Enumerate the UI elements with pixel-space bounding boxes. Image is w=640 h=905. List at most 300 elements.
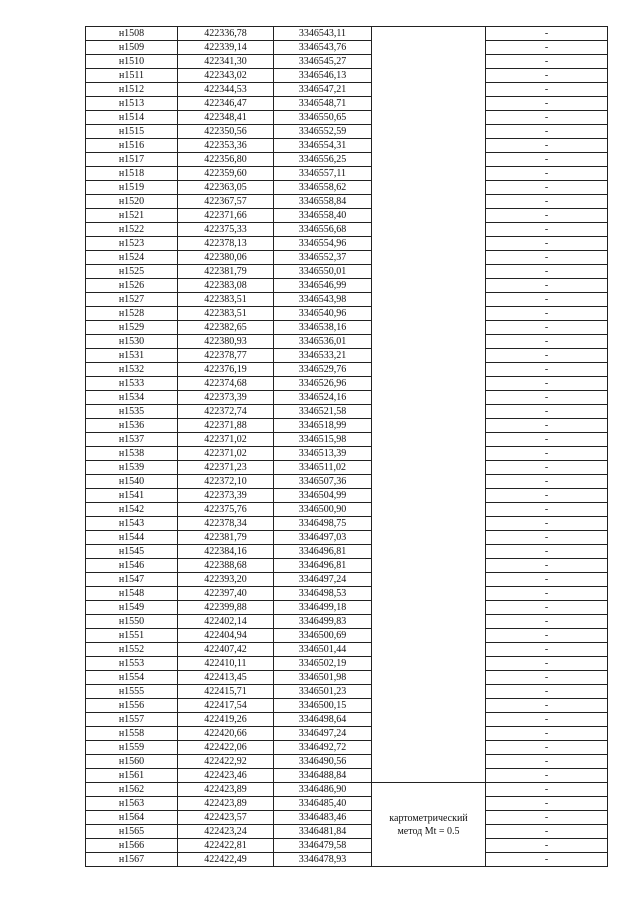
y-coordinate-cell: 3346483,46 <box>274 811 372 825</box>
point-id-cell: н1548 <box>86 587 178 601</box>
point-id-cell: н1551 <box>86 629 178 643</box>
point-id-cell: н1534 <box>86 391 178 405</box>
point-id-cell: н1525 <box>86 265 178 279</box>
point-id-cell: н1559 <box>86 741 178 755</box>
point-id-cell: н1508 <box>86 27 178 41</box>
y-coordinate-cell: 3346488,84 <box>274 769 372 783</box>
point-id-cell: н1563 <box>86 797 178 811</box>
table-row <box>86 853 608 867</box>
table-row <box>86 839 608 853</box>
coordinates-table <box>85 26 608 867</box>
point-id-cell: н1511 <box>86 69 178 83</box>
description-cell: - <box>486 587 608 601</box>
y-coordinate-cell: 3346507,36 <box>274 475 372 489</box>
table-row <box>86 195 608 209</box>
y-coordinate-cell: 3346500,69 <box>274 629 372 643</box>
point-id-cell: н1554 <box>86 671 178 685</box>
y-coordinate-cell: 3346501,44 <box>274 643 372 657</box>
point-id-cell: н1527 <box>86 293 178 307</box>
point-id-cell: н1565 <box>86 825 178 839</box>
y-coordinate-cell: 3346552,37 <box>274 251 372 265</box>
table-row <box>86 97 608 111</box>
y-coordinate-cell: 3346478,93 <box>274 853 372 867</box>
point-id-cell: н1532 <box>86 363 178 377</box>
x-coordinate-cell: 422363,05 <box>178 181 274 195</box>
x-coordinate-cell: 422375,33 <box>178 223 274 237</box>
x-coordinate-cell: 422380,93 <box>178 335 274 349</box>
description-cell: - <box>486 671 608 685</box>
description-cell: - <box>486 69 608 83</box>
description-cell: - <box>486 531 608 545</box>
description-cell: - <box>486 209 608 223</box>
y-coordinate-cell: 3346502,19 <box>274 657 372 671</box>
table-row <box>86 139 608 153</box>
table-row <box>86 741 608 755</box>
table-row <box>86 629 608 643</box>
description-cell: - <box>486 223 608 237</box>
description-cell: - <box>486 489 608 503</box>
table-row <box>86 769 608 783</box>
y-coordinate-cell: 3346499,83 <box>274 615 372 629</box>
description-cell: - <box>486 657 608 671</box>
point-id-cell: н1513 <box>86 97 178 111</box>
description-cell: - <box>486 251 608 265</box>
x-coordinate-cell: 422423,46 <box>178 769 274 783</box>
point-id-cell: н1515 <box>86 125 178 139</box>
description-cell: - <box>486 97 608 111</box>
point-id-cell: н1541 <box>86 489 178 503</box>
x-coordinate-cell: 422371,02 <box>178 433 274 447</box>
x-coordinate-cell: 422378,13 <box>178 237 274 251</box>
y-coordinate-cell: 3346501,23 <box>274 685 372 699</box>
table-row <box>86 559 608 573</box>
table-row <box>86 811 608 825</box>
table-row <box>86 797 608 811</box>
description-cell: - <box>486 811 608 825</box>
description-cell: - <box>486 27 608 41</box>
point-id-cell: н1516 <box>86 139 178 153</box>
table-row <box>86 727 608 741</box>
x-coordinate-cell: 422380,06 <box>178 251 274 265</box>
description-cell: - <box>486 545 608 559</box>
x-coordinate-cell: 422399,88 <box>178 601 274 615</box>
point-id-cell: н1512 <box>86 83 178 97</box>
description-cell: - <box>486 111 608 125</box>
y-coordinate-cell: 3346498,64 <box>274 713 372 727</box>
table-row <box>86 181 608 195</box>
table-row <box>86 27 608 41</box>
table-row <box>86 279 608 293</box>
y-coordinate-cell: 3346538,16 <box>274 321 372 335</box>
point-id-cell: н1509 <box>86 41 178 55</box>
table-row <box>86 223 608 237</box>
x-coordinate-cell: 422420,66 <box>178 727 274 741</box>
point-id-cell: н1558 <box>86 727 178 741</box>
y-coordinate-cell: 3346546,99 <box>274 279 372 293</box>
description-cell: - <box>486 853 608 867</box>
description-cell: - <box>486 433 608 447</box>
table-row <box>86 363 608 377</box>
x-coordinate-cell: 422348,41 <box>178 111 274 125</box>
table-row <box>86 573 608 587</box>
point-id-cell: н1567 <box>86 853 178 867</box>
table-row <box>86 825 608 839</box>
table-row <box>86 587 608 601</box>
point-id-cell: н1514 <box>86 111 178 125</box>
point-id-cell: н1533 <box>86 377 178 391</box>
y-coordinate-cell: 3346550,01 <box>274 265 372 279</box>
description-cell: - <box>486 83 608 97</box>
y-coordinate-cell: 3346554,96 <box>274 237 372 251</box>
description-cell: - <box>486 195 608 209</box>
x-coordinate-cell: 422383,08 <box>178 279 274 293</box>
x-coordinate-cell: 422373,39 <box>178 489 274 503</box>
x-coordinate-cell: 422381,79 <box>178 531 274 545</box>
table-row <box>86 349 608 363</box>
x-coordinate-cell: 422407,42 <box>178 643 274 657</box>
y-coordinate-cell: 3346554,31 <box>274 139 372 153</box>
description-cell: - <box>486 615 608 629</box>
description-cell: - <box>486 769 608 783</box>
table-row <box>86 83 608 97</box>
table-row <box>86 405 608 419</box>
description-cell: - <box>486 839 608 853</box>
y-coordinate-cell: 3346518,99 <box>274 419 372 433</box>
y-coordinate-cell: 3346543,76 <box>274 41 372 55</box>
x-coordinate-cell: 422383,51 <box>178 293 274 307</box>
x-coordinate-cell: 422422,92 <box>178 755 274 769</box>
point-id-cell: н1544 <box>86 531 178 545</box>
y-coordinate-cell: 3346543,11 <box>274 27 372 41</box>
y-coordinate-cell: 3346486,90 <box>274 783 372 797</box>
x-coordinate-cell: 422371,02 <box>178 447 274 461</box>
y-coordinate-cell: 3346485,40 <box>274 797 372 811</box>
description-cell: - <box>486 755 608 769</box>
table-row <box>86 475 608 489</box>
description-cell: - <box>486 419 608 433</box>
x-coordinate-cell: 422356,80 <box>178 153 274 167</box>
point-id-cell: н1520 <box>86 195 178 209</box>
x-coordinate-cell: 422339,14 <box>178 41 274 55</box>
table-row <box>86 335 608 349</box>
description-cell: - <box>486 741 608 755</box>
x-coordinate-cell: 422417,54 <box>178 699 274 713</box>
x-coordinate-cell: 422381,79 <box>178 265 274 279</box>
x-coordinate-cell: 422372,74 <box>178 405 274 419</box>
y-coordinate-cell: 3346557,11 <box>274 167 372 181</box>
description-cell: - <box>486 713 608 727</box>
x-coordinate-cell: 422344,53 <box>178 83 274 97</box>
description-cell: - <box>486 279 608 293</box>
x-coordinate-cell: 422375,76 <box>178 503 274 517</box>
x-coordinate-cell: 422422,06 <box>178 741 274 755</box>
y-coordinate-cell: 3346556,25 <box>274 153 372 167</box>
x-coordinate-cell: 422367,57 <box>178 195 274 209</box>
x-coordinate-cell: 422378,77 <box>178 349 274 363</box>
point-id-cell: н1545 <box>86 545 178 559</box>
point-id-cell: н1542 <box>86 503 178 517</box>
point-id-cell: н1557 <box>86 713 178 727</box>
x-coordinate-cell: 422410,11 <box>178 657 274 671</box>
y-coordinate-cell: 3346515,98 <box>274 433 372 447</box>
x-coordinate-cell: 422373,39 <box>178 391 274 405</box>
y-coordinate-cell: 3346496,81 <box>274 545 372 559</box>
point-id-cell: н1519 <box>86 181 178 195</box>
description-cell: - <box>486 237 608 251</box>
y-coordinate-cell: 3346499,18 <box>274 601 372 615</box>
method-text-line: метод Mt = 0.5 <box>397 825 460 837</box>
point-id-cell: н1538 <box>86 447 178 461</box>
description-cell: - <box>486 643 608 657</box>
y-coordinate-cell: 3346497,24 <box>274 573 372 587</box>
method-cell <box>372 783 486 867</box>
description-cell: - <box>486 321 608 335</box>
description-cell: - <box>486 125 608 139</box>
table-row <box>86 111 608 125</box>
table-row <box>86 531 608 545</box>
table-row <box>86 293 608 307</box>
point-id-cell: н1522 <box>86 223 178 237</box>
y-coordinate-cell: 3346533,21 <box>274 349 372 363</box>
x-coordinate-cell: 422378,34 <box>178 517 274 531</box>
y-coordinate-cell: 3346513,39 <box>274 447 372 461</box>
description-cell: - <box>486 825 608 839</box>
x-coordinate-cell: 422423,89 <box>178 783 274 797</box>
point-id-cell: н1566 <box>86 839 178 853</box>
y-coordinate-cell: 3346497,24 <box>274 727 372 741</box>
point-id-cell: н1553 <box>86 657 178 671</box>
point-id-cell: н1552 <box>86 643 178 657</box>
table-row <box>86 209 608 223</box>
point-id-cell: н1555 <box>86 685 178 699</box>
y-coordinate-cell: 3346529,76 <box>274 363 372 377</box>
x-coordinate-cell: 422346,47 <box>178 97 274 111</box>
description-cell: - <box>486 447 608 461</box>
point-id-cell: н1539 <box>86 461 178 475</box>
table-row <box>86 517 608 531</box>
point-id-cell: н1549 <box>86 601 178 615</box>
x-coordinate-cell: 422353,36 <box>178 139 274 153</box>
x-coordinate-cell: 422350,56 <box>178 125 274 139</box>
y-coordinate-cell: 3346498,75 <box>274 517 372 531</box>
point-id-cell: н1550 <box>86 615 178 629</box>
description-cell: - <box>486 265 608 279</box>
table-row <box>86 321 608 335</box>
point-id-cell: н1561 <box>86 769 178 783</box>
table-row <box>86 167 608 181</box>
description-cell: - <box>486 503 608 517</box>
description-cell: - <box>486 797 608 811</box>
y-coordinate-cell: 3346558,40 <box>274 209 372 223</box>
point-id-cell: н1535 <box>86 405 178 419</box>
point-id-cell: н1562 <box>86 783 178 797</box>
x-coordinate-cell: 422419,26 <box>178 713 274 727</box>
table-row <box>86 601 608 615</box>
table-row <box>86 713 608 727</box>
description-cell: - <box>486 377 608 391</box>
x-coordinate-cell: 422371,66 <box>178 209 274 223</box>
coordinates-sheet <box>85 26 607 867</box>
table-row <box>86 251 608 265</box>
description-cell: - <box>486 629 608 643</box>
x-coordinate-cell: 422384,16 <box>178 545 274 559</box>
description-cell: - <box>486 601 608 615</box>
description-cell: - <box>486 307 608 321</box>
description-cell: - <box>486 363 608 377</box>
table-row <box>86 419 608 433</box>
y-coordinate-cell: 3346501,98 <box>274 671 372 685</box>
description-cell: - <box>486 405 608 419</box>
point-id-cell: н1556 <box>86 699 178 713</box>
method-cell-empty <box>372 27 486 783</box>
x-coordinate-cell: 422383,51 <box>178 307 274 321</box>
point-id-cell: н1523 <box>86 237 178 251</box>
y-coordinate-cell: 3346543,98 <box>274 293 372 307</box>
x-coordinate-cell: 422376,19 <box>178 363 274 377</box>
x-coordinate-cell: 422393,20 <box>178 573 274 587</box>
description-cell: - <box>486 685 608 699</box>
point-id-cell: н1517 <box>86 153 178 167</box>
x-coordinate-cell: 422422,81 <box>178 839 274 853</box>
y-coordinate-cell: 3346498,53 <box>274 587 372 601</box>
method-text-line: картометрический <box>389 812 468 824</box>
point-id-cell: н1543 <box>86 517 178 531</box>
table-row <box>86 503 608 517</box>
y-coordinate-cell: 3346504,99 <box>274 489 372 503</box>
point-id-cell: н1540 <box>86 475 178 489</box>
point-id-cell: н1547 <box>86 573 178 587</box>
x-coordinate-cell: 422382,65 <box>178 321 274 335</box>
x-coordinate-cell: 422402,14 <box>178 615 274 629</box>
x-coordinate-cell: 422343,02 <box>178 69 274 83</box>
x-coordinate-cell: 422404,94 <box>178 629 274 643</box>
y-coordinate-cell: 3346492,72 <box>274 741 372 755</box>
description-cell: - <box>486 461 608 475</box>
table-row <box>86 657 608 671</box>
description-cell: - <box>486 139 608 153</box>
y-coordinate-cell: 3346511,02 <box>274 461 372 475</box>
x-coordinate-cell: 422397,40 <box>178 587 274 601</box>
y-coordinate-cell: 3346558,62 <box>274 181 372 195</box>
table-row <box>86 265 608 279</box>
table-row <box>86 307 608 321</box>
table-row <box>86 671 608 685</box>
table-row <box>86 153 608 167</box>
x-coordinate-cell: 422423,89 <box>178 797 274 811</box>
description-cell: - <box>486 559 608 573</box>
point-id-cell: н1530 <box>86 335 178 349</box>
y-coordinate-cell: 3346497,03 <box>274 531 372 545</box>
table-row <box>86 685 608 699</box>
y-coordinate-cell: 3346496,81 <box>274 559 372 573</box>
point-id-cell: н1524 <box>86 251 178 265</box>
description-cell: - <box>486 699 608 713</box>
y-coordinate-cell: 3346481,84 <box>274 825 372 839</box>
x-coordinate-cell: 422336,78 <box>178 27 274 41</box>
description-cell: - <box>486 55 608 69</box>
point-id-cell: н1521 <box>86 209 178 223</box>
description-cell: - <box>486 573 608 587</box>
table-row <box>86 237 608 251</box>
x-coordinate-cell: 422423,24 <box>178 825 274 839</box>
table-row <box>86 447 608 461</box>
description-cell: - <box>486 391 608 405</box>
description-cell: - <box>486 181 608 195</box>
table-row <box>86 377 608 391</box>
table-row <box>86 755 608 769</box>
table-row <box>86 545 608 559</box>
x-coordinate-cell: 422359,60 <box>178 167 274 181</box>
point-id-cell: н1531 <box>86 349 178 363</box>
table-row <box>86 643 608 657</box>
y-coordinate-cell: 3346536,01 <box>274 335 372 349</box>
x-coordinate-cell: 422371,88 <box>178 419 274 433</box>
point-id-cell: н1537 <box>86 433 178 447</box>
description-cell: - <box>486 517 608 531</box>
point-id-cell: н1546 <box>86 559 178 573</box>
table-row <box>86 69 608 83</box>
x-coordinate-cell: 422372,10 <box>178 475 274 489</box>
x-coordinate-cell: 422374,68 <box>178 377 274 391</box>
x-coordinate-cell: 422388,68 <box>178 559 274 573</box>
x-coordinate-cell: 422422,49 <box>178 853 274 867</box>
y-coordinate-cell: 3346550,65 <box>274 111 372 125</box>
description-cell: - <box>486 349 608 363</box>
point-id-cell: н1510 <box>86 55 178 69</box>
y-coordinate-cell: 3346548,71 <box>274 97 372 111</box>
y-coordinate-cell: 3346490,56 <box>274 755 372 769</box>
y-coordinate-cell: 3346524,16 <box>274 391 372 405</box>
coordinates-table-body <box>86 27 608 867</box>
table-row <box>86 461 608 475</box>
y-coordinate-cell: 3346521,58 <box>274 405 372 419</box>
y-coordinate-cell: 3346558,84 <box>274 195 372 209</box>
point-id-cell: н1536 <box>86 419 178 433</box>
table-row <box>86 783 608 797</box>
x-coordinate-cell: 422423,57 <box>178 811 274 825</box>
description-cell: - <box>486 783 608 797</box>
table-row <box>86 125 608 139</box>
table-row <box>86 615 608 629</box>
y-coordinate-cell: 3346546,13 <box>274 69 372 83</box>
description-cell: - <box>486 475 608 489</box>
table-row <box>86 55 608 69</box>
table-row <box>86 41 608 55</box>
y-coordinate-cell: 3346479,58 <box>274 839 372 853</box>
x-coordinate-cell: 422341,30 <box>178 55 274 69</box>
table-row <box>86 699 608 713</box>
description-cell: - <box>486 41 608 55</box>
description-cell: - <box>486 335 608 349</box>
y-coordinate-cell: 3346526,96 <box>274 377 372 391</box>
y-coordinate-cell: 3346540,96 <box>274 307 372 321</box>
point-id-cell: н1564 <box>86 811 178 825</box>
description-cell: - <box>486 167 608 181</box>
table-row <box>86 433 608 447</box>
y-coordinate-cell: 3346500,15 <box>274 699 372 713</box>
table-row <box>86 391 608 405</box>
point-id-cell: н1560 <box>86 755 178 769</box>
y-coordinate-cell: 3346556,68 <box>274 223 372 237</box>
point-id-cell: н1526 <box>86 279 178 293</box>
x-coordinate-cell: 422413,45 <box>178 671 274 685</box>
x-coordinate-cell: 422371,23 <box>178 461 274 475</box>
table-row <box>86 489 608 503</box>
x-coordinate-cell: 422415,71 <box>178 685 274 699</box>
point-id-cell: н1518 <box>86 167 178 181</box>
description-cell: - <box>486 293 608 307</box>
point-id-cell: н1529 <box>86 321 178 335</box>
